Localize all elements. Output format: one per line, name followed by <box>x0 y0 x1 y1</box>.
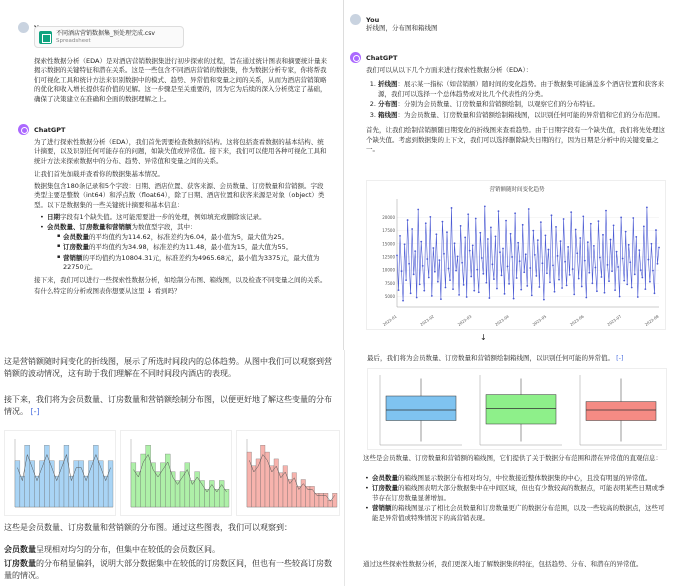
data-point <box>434 271 436 273</box>
data-point <box>423 290 425 292</box>
dist-chart-members <box>4 430 116 516</box>
assistant-intro: 为了进行探索性数据分析（EDA），我们首先需要检查数据的结构。这将包括查看数据的基本结构、统计摘要，以及识别任何可能存在的问题，如缺失值或异常值。接下来，我们可以使用各种可视化工具和统计方法来探索数据中的分布、趋势、异常值和变量之间的关系。 <box>34 138 327 165</box>
data-point <box>647 259 649 261</box>
assistant-name: ChatGPT <box>366 54 398 62</box>
data-point <box>452 288 454 290</box>
data-point <box>472 244 474 246</box>
data-point <box>464 237 466 239</box>
chat-panel-bottom-right <box>344 350 676 586</box>
data-point <box>476 269 478 271</box>
box-list <box>359 474 670 524</box>
citation-link[interactable]: [-] <box>616 354 624 362</box>
data-point <box>422 265 424 267</box>
data-point <box>623 280 625 282</box>
data-point <box>523 271 525 273</box>
line-chart <box>366 180 666 330</box>
data-point <box>628 244 630 246</box>
data-point <box>644 288 646 290</box>
user-name: You <box>366 16 380 24</box>
user-message: 折线图，分布图和箱线图 <box>366 24 438 32</box>
series-line <box>397 206 659 300</box>
data-point <box>495 236 497 238</box>
user-avatar <box>350 14 361 25</box>
data-point <box>428 277 430 279</box>
dist-chart-bookings <box>120 430 232 516</box>
data-point <box>602 234 604 236</box>
y-tick-label: 12500 <box>382 254 395 260</box>
data-point <box>446 231 448 233</box>
data-point <box>604 292 606 294</box>
chat-panel-top-left <box>0 0 344 350</box>
data-point <box>588 272 590 274</box>
data-point <box>431 295 433 297</box>
data-point <box>405 279 407 281</box>
data-point <box>414 250 416 252</box>
data-point <box>487 238 489 240</box>
data-point <box>576 252 578 254</box>
data-point <box>634 273 636 275</box>
data-point <box>564 261 566 263</box>
data-point <box>517 242 519 244</box>
data-point <box>638 249 640 251</box>
data-point <box>501 274 503 276</box>
data-point <box>538 286 540 288</box>
data-point <box>402 300 404 302</box>
data-point <box>598 220 600 222</box>
data-point <box>479 232 481 234</box>
list-item: • 会员数量的箱线图显示数据分布相对均匀，中位数接近整体数据集的中心，且没有明显的异常值。 <box>365 474 670 483</box>
data-point <box>569 274 571 276</box>
data-point <box>651 243 653 245</box>
chat-panel-bottom-left <box>0 350 344 586</box>
data-point <box>540 221 542 223</box>
data-point <box>520 289 522 291</box>
data-point <box>658 247 660 249</box>
list-item: 1. 折线图：展示某一指标（如营销额）随时间的变化趋势。由于数据集可能涵盖多个酒店位置和获客来源，我们可以选择一个总体趋势或对比几个代表性的分类。 <box>378 80 668 99</box>
data-point <box>554 291 556 293</box>
data-point <box>655 229 657 231</box>
data-point <box>401 270 403 272</box>
line-chart-svg <box>367 181 667 331</box>
dist-item-1: 会员数量呈现相对均匀的分布，但集中在较低的会员数区间。 <box>4 545 220 554</box>
data-point <box>493 278 495 280</box>
spreadsheet-icon <box>39 31 52 44</box>
dist-summary: 这些是会员数量、订房数量和营销额的分布图。通过这些图表，我们可以观察到： <box>4 523 292 532</box>
x-tick-label: 2023-04 <box>493 313 510 327</box>
hist-sales-svg <box>237 431 341 517</box>
data-point <box>643 225 645 227</box>
data-point <box>617 266 619 268</box>
data-point <box>640 269 642 271</box>
data-point <box>504 293 506 295</box>
data-point <box>454 242 456 244</box>
data-point <box>555 226 557 228</box>
list-item: • 会员数量、订房数量和营销额为数值型字段，其中： ▪ 会员数量的平均值约为114.62，标准差约为6.04，最小值为5，最大值为25。 ▪ 订房数量的平均值约为34.98，标准差约为11.48，最小值为15，最大值为55。 ▪ 营销额的平均值约为10804.31元，标准差约为4965.68元，最小值为3375元，最大值为22750元。 <box>40 223 329 272</box>
data-point <box>616 251 618 253</box>
data-point <box>516 277 518 279</box>
x-tick-label: 2023-02 <box>419 313 436 327</box>
data-point <box>532 230 534 232</box>
data-point <box>492 263 494 265</box>
data-point <box>646 207 648 209</box>
y-tick-label: 10000 <box>382 267 395 273</box>
data-point <box>496 288 498 290</box>
chat-panel-top-right <box>344 0 676 350</box>
data-point <box>502 248 504 250</box>
user-prompt-text: 探索性数据分析（EDA）是对酒店营销数据集进行初步探索的过程，旨在通过统计图表和摘要统计量来揭示数据的关键特征和潜在关系。这是一些包含不同酒店营销的数据集，作为数据分析专家，你将帮我们可视化工具和统计方法来识别数据中的模式、趋势、异常值和变量之间的关系，从而为酒店营销策略的优化和收入增长提供有价值的见解。这一步骤是至关重要的，因为它为后续的深入分析奠定了基础，确保了决策建立在准确和全面的数据理解之上。 <box>34 57 327 103</box>
hist-members-svg <box>5 431 117 517</box>
chart-title: 营销额随时间变化趋势 <box>489 187 545 193</box>
dist-item-2: 订房数量的分布稍显偏斜，说明大部分数据集中在较低的订房数区间，但也有一些较高订房数量的情况。 <box>4 559 332 581</box>
data-point <box>582 215 584 217</box>
data-point <box>481 257 483 259</box>
data-point <box>445 287 447 289</box>
box <box>386 396 456 421</box>
data-point <box>458 294 460 296</box>
data-point <box>619 296 621 298</box>
assistant-message <box>34 138 329 298</box>
data-point <box>613 224 615 226</box>
y-tick-label: 20000 <box>382 214 395 220</box>
sub-list-item: ▪ 营销额的平均值约为10804.31元，标准差约为4965.68元，最小值为3375元，最大值为22750元。 <box>57 254 329 273</box>
data-point <box>594 267 596 269</box>
user-avatar <box>18 22 29 33</box>
data-point <box>514 212 516 214</box>
data-point <box>579 237 581 239</box>
assistant-message <box>366 66 668 156</box>
data-point <box>631 287 633 289</box>
data-point <box>590 223 592 225</box>
data-point <box>611 270 613 272</box>
data-point <box>490 227 492 229</box>
data-point <box>535 275 537 277</box>
data-point <box>410 292 412 294</box>
line-summary-text: 这是营销额随时间变化的折线图，展示了所选时间段内的总体趋势。从图中我们可以观察到营销额的波动情况，这有助于我们理解在不同时间段内酒店的表现。 <box>4 357 332 379</box>
box <box>586 402 656 421</box>
data-point <box>463 284 465 286</box>
data-point <box>511 256 513 258</box>
data-point <box>558 279 560 281</box>
data-point <box>531 295 533 297</box>
data-point <box>654 292 656 294</box>
sub-list-item: ▪ 订房数量的平均值约为34.98，标准差约为11.48，最小值为15，最大值为55。 <box>57 243 329 252</box>
data-point <box>572 268 574 270</box>
data-point <box>475 218 477 220</box>
data-point <box>587 241 589 243</box>
data-point <box>585 297 587 299</box>
data-point <box>425 222 427 224</box>
box-chart <box>367 368 667 450</box>
data-point <box>508 283 510 285</box>
data-point <box>641 277 643 279</box>
citation-link[interactable]: [-] <box>30 407 40 417</box>
chatgpt-avatar <box>18 124 29 135</box>
data-point <box>578 278 580 280</box>
data-point <box>573 293 575 295</box>
data-point <box>461 262 463 264</box>
data-point <box>505 220 507 222</box>
data-point <box>469 250 471 252</box>
data-point <box>467 213 469 215</box>
hist-bookings-svg <box>121 431 233 517</box>
data-point <box>513 298 515 300</box>
x-tick-label: 2023-08 <box>643 313 660 327</box>
data-point <box>614 289 616 291</box>
data-point <box>608 280 610 282</box>
data-point <box>557 255 559 257</box>
data-point <box>396 254 398 256</box>
list-item: • 订房数量的箱线图表明大部分数据集中在中间区域，但也有少数较高的数据点，可能表明某些日期或季节存在订房数量显著增加。 <box>365 484 670 503</box>
data-point <box>399 235 401 237</box>
box <box>486 395 556 424</box>
data-point <box>596 290 598 292</box>
data-point <box>498 210 500 212</box>
assistant-structure-text: 数据集包含180条记录和5个字段：日期、酒店位置、获客来源、会员数量、订房数量和营销额。字段类型主要是整数（int64）和浮点数（float64），除了日期、酒店位置和获客来源是对象（object）类型。以下是数据集的一些关键统计摘要和基本信息： <box>34 181 325 209</box>
file-type: Spreadsheet <box>56 38 91 44</box>
data-point <box>581 286 583 288</box>
data-point <box>417 209 419 211</box>
data-point <box>529 267 531 269</box>
data-point <box>626 283 628 285</box>
data-point <box>534 254 536 256</box>
list-item: 3. 箱线图：为会员数量、订房数量和营销额绘制箱线图，以识别任何可能的异常值和它们的分布范围。 <box>378 111 668 120</box>
y-tick-label: 15000 <box>382 241 395 247</box>
sub-list-item: ▪ 会员数量的平均值约为114.62，标准差约为6.04，最小值为5，最大值为25。 <box>57 233 329 242</box>
data-point <box>443 253 445 255</box>
data-point <box>499 251 501 253</box>
data-point <box>610 239 612 241</box>
box-chart-svg <box>368 369 668 451</box>
data-point <box>563 218 565 220</box>
data-point <box>541 262 543 264</box>
data-point <box>482 273 484 275</box>
chatgpt-avatar <box>350 52 361 63</box>
assistant-name: ChatGPT <box>34 126 66 134</box>
data-point <box>566 285 568 287</box>
data-point <box>551 214 553 216</box>
box-intro: 最后，我们将为会员数量、订房数量和营销额绘制箱线图，以识别任何可能的异常值。 [-] <box>367 354 624 362</box>
data-point <box>440 298 442 300</box>
data-point <box>637 296 639 298</box>
data-point <box>657 263 659 265</box>
data-point <box>510 233 512 235</box>
data-point <box>455 270 457 272</box>
data-point <box>593 245 595 247</box>
x-tick-label: 2023-06 <box>568 313 585 327</box>
assistant-load-text: 让我们首先加载并查看你的数据集基本情况。 <box>34 170 164 179</box>
data-point <box>473 290 475 292</box>
attached-file-card[interactable] <box>34 26 184 48</box>
data-point <box>620 217 622 219</box>
data-point <box>543 299 545 301</box>
data-point <box>435 233 437 235</box>
data-point <box>420 241 422 243</box>
summary-list <box>34 213 329 273</box>
data-point <box>622 258 624 260</box>
sub-list <box>47 233 329 273</box>
data-point <box>449 279 451 281</box>
data-point <box>398 289 400 291</box>
y-tick-label: 5000 <box>384 293 395 299</box>
file-name: 不同酒店营销数据集_预处理完成.csv <box>56 30 155 37</box>
assistant-next-text: 接下来，我们可以进行一些探索性数据分析，如绘制分布图、箱线图，以及检查不同变量之间的关系。有什么特定的分析或图表你想要从这里 ↓ 看到吗？ <box>34 276 327 295</box>
data-point <box>413 273 415 275</box>
assistant-intro: 我们可以从以下几个方面来进行探索性数据分析（EDA）： <box>366 66 533 74</box>
dist-chart-sales <box>236 430 340 516</box>
data-point <box>466 296 468 298</box>
data-point <box>507 266 509 268</box>
numbered-list <box>366 80 668 120</box>
data-point <box>575 229 577 231</box>
data-point <box>404 243 406 245</box>
data-point <box>591 282 593 284</box>
data-point <box>419 283 421 285</box>
data-point <box>429 216 431 218</box>
data-point <box>632 217 634 219</box>
scroll-down-icon[interactable]: ↓ <box>480 333 487 342</box>
data-point <box>470 276 472 278</box>
data-point <box>567 246 569 248</box>
data-point <box>570 211 572 213</box>
data-point <box>528 208 530 210</box>
data-point <box>488 297 490 299</box>
assistant-line-text: 首先，让我们绘制营销额随日期变化的折线图来查看趋势。由于日期字段有一个缺失值，我们将先处理这个缺失值。考虑到数据集的上下文，我们可以选择删除缺失日期的行，因为日期是分析中的关键变量之一。 <box>366 126 665 153</box>
y-tick-label: 17500 <box>382 228 395 234</box>
data-point <box>432 247 434 249</box>
data-point <box>548 249 550 251</box>
data-point <box>599 257 601 259</box>
data-point <box>584 260 586 262</box>
list-item: • 日期字段有1个缺失值。这可能需要进一步的处理，例如填充或删除该记录。 <box>40 213 329 222</box>
x-tick-label: 2023-01 <box>381 313 398 327</box>
data-point <box>448 268 450 270</box>
list-item: • 营销额的箱线图显示了相比会员数量和订房数量更广的数据分布范围，以及一些较高的数据点，这些可能是异常值或特殊情况下的高营销表现。 <box>365 504 670 523</box>
data-point <box>605 210 607 212</box>
data-point <box>607 264 609 266</box>
data-point <box>451 207 453 209</box>
data-point <box>560 240 562 242</box>
user-message <box>34 57 329 106</box>
data-point <box>561 287 563 289</box>
histogram-bar <box>247 452 252 507</box>
data-point <box>439 259 441 261</box>
data-point <box>625 231 627 233</box>
list-item: 2. 分布图：分别为会员数量、订房数量和营销额绘制，以观察它们的分布特征。 <box>378 100 668 109</box>
data-point <box>549 281 551 283</box>
data-point <box>537 239 539 241</box>
x-tick-label: 2023-07 <box>606 313 623 327</box>
data-point <box>408 263 410 265</box>
data-point <box>442 221 444 223</box>
data-point <box>426 258 428 260</box>
data-point <box>552 264 554 266</box>
data-point <box>652 270 654 272</box>
data-point <box>485 282 487 284</box>
data-point <box>457 256 459 258</box>
data-point <box>525 253 527 255</box>
data-point <box>649 281 651 283</box>
dist-intro: 接下来，我们将为会员数量、订房数量和营销额绘制分布图，以便更好地了解这些变量的分布情况。 [-] <box>4 395 332 417</box>
data-point <box>437 281 439 283</box>
data-point <box>407 219 409 221</box>
x-tick-label: 2023-05 <box>531 313 548 327</box>
scroll-down-icon[interactable]: ↓ <box>146 286 153 295</box>
data-point <box>546 272 548 274</box>
data-point <box>601 276 603 278</box>
x-tick-label: 2023-03 <box>456 313 473 327</box>
closing-text: 通过这些探索性数据分析，我们更深入地了解数据集的特征，包括趋势、分布、和潜在的异常值。 <box>363 560 643 568</box>
box-summary: 这些是会员数量、订房数量和营销额的箱线图，它们提供了关于数据分布范围和潜在异常值的直观信息： <box>363 454 662 462</box>
data-point <box>460 225 462 227</box>
data-point <box>411 228 413 230</box>
data-point <box>545 234 547 236</box>
data-point <box>526 285 528 287</box>
data-point <box>416 297 418 299</box>
data-point <box>478 291 480 293</box>
data-point <box>629 261 631 263</box>
data-point <box>484 205 486 207</box>
data-point <box>519 260 521 262</box>
data-point <box>635 236 637 238</box>
data-point <box>522 224 524 226</box>
y-tick-label: 7500 <box>384 280 395 286</box>
